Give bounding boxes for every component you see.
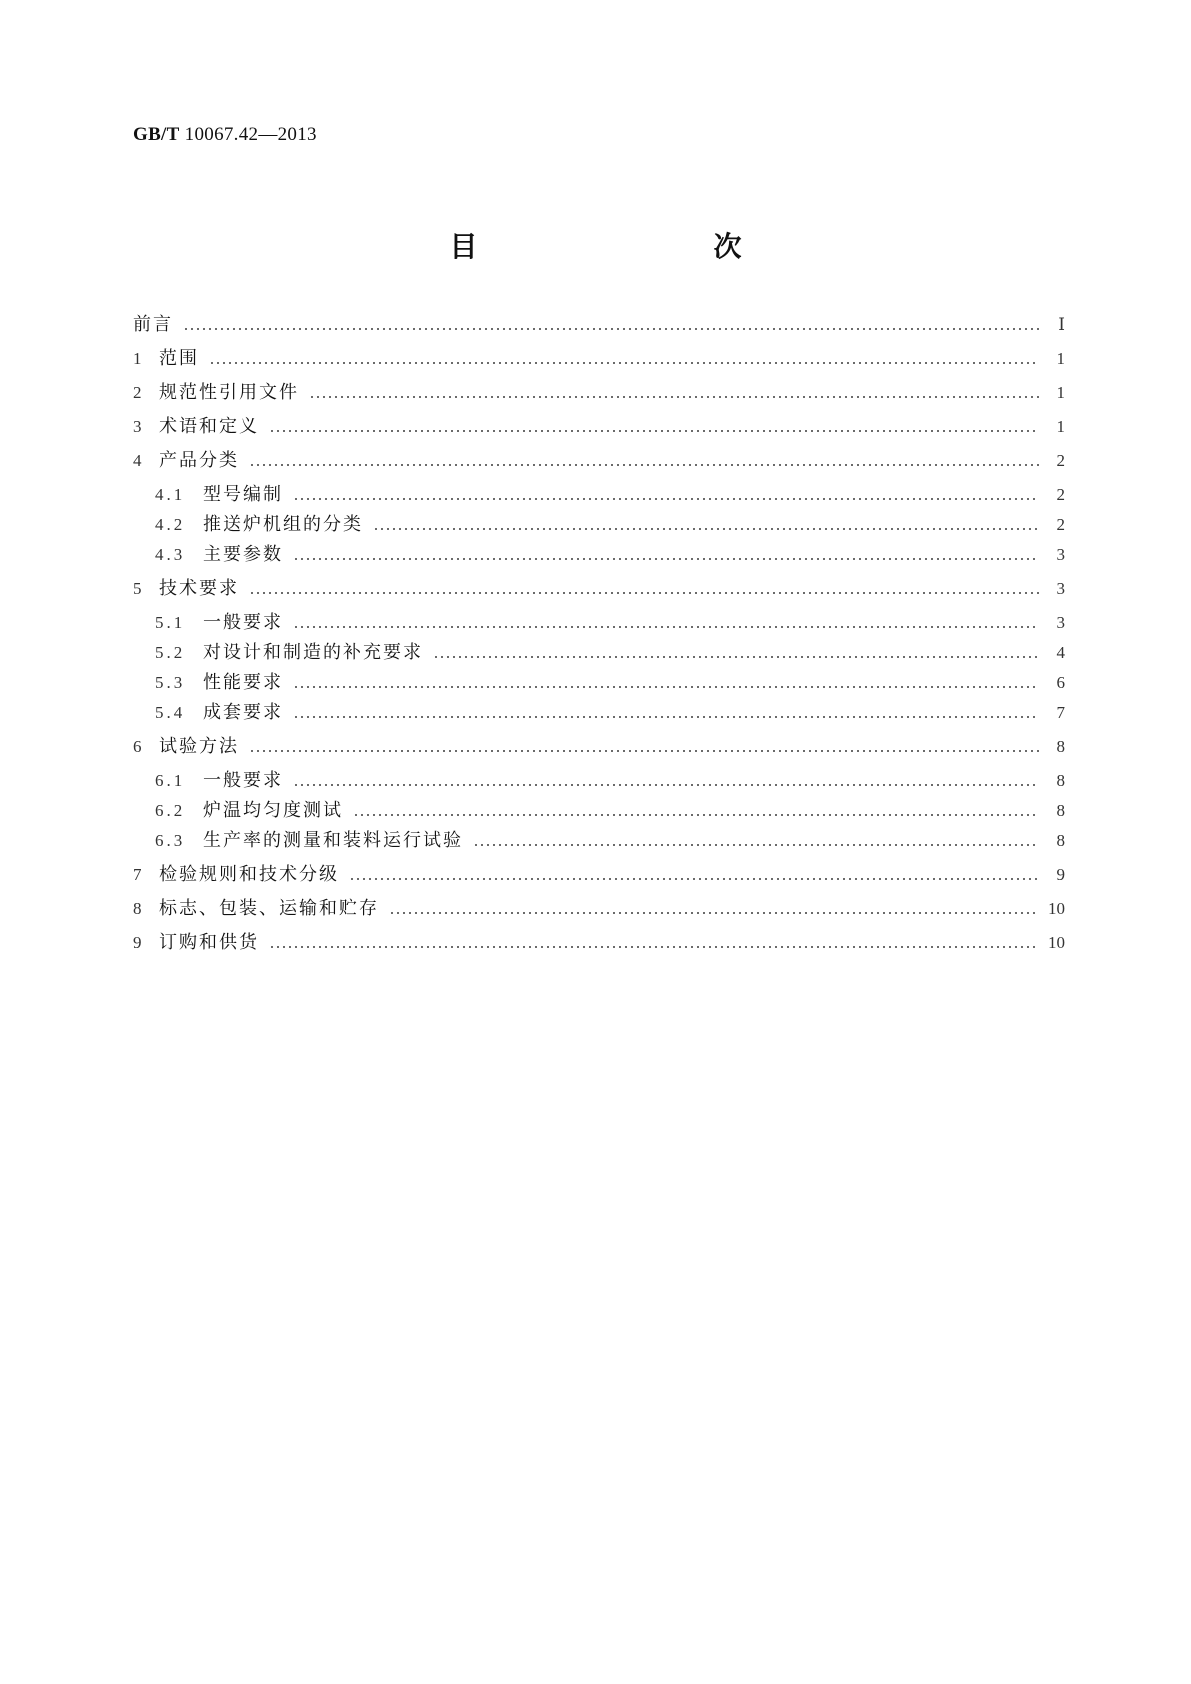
toc-entry-8[interactable] <box>133 897 1065 921</box>
toc-entry-9[interactable] <box>133 931 1065 955</box>
toc-entry-page: 6 <box>1056 673 1065 692</box>
toc-entry-title: 型号编制 <box>203 484 283 505</box>
toc-entry-number: 6.2 <box>155 801 186 820</box>
toc-entry-number: 1 <box>133 349 142 368</box>
page-header <box>133 124 317 146</box>
toc-entry-number: 2 <box>133 383 142 402</box>
toc-dot-leader <box>293 686 1039 688</box>
toc-entry-number: 8 <box>133 899 142 918</box>
toc-entry-title: 一般要求 <box>203 770 283 791</box>
toc-dot-leader <box>293 784 1039 786</box>
toc-dot-leader <box>209 362 1039 364</box>
toc-entry-page: 8 <box>1056 771 1065 790</box>
toc-entry-page: 2 <box>1056 451 1065 470</box>
toc-dot-leader <box>249 592 1039 594</box>
toc-entry-1[interactable] <box>133 347 1065 371</box>
toc-entry-number: 3 <box>133 417 142 436</box>
toc-entry-number: 6.1 <box>155 771 186 790</box>
toc-entry-page: 10 <box>1048 933 1065 952</box>
toc-entry-page: 1 <box>1056 349 1065 368</box>
toc-dot-leader <box>433 656 1039 658</box>
toc-entry-2[interactable] <box>133 381 1065 405</box>
toc-dot-leader <box>353 814 1039 816</box>
toc-entry-title: 规范性引用文件 <box>159 382 299 403</box>
standard-code: GB/T <box>133 124 180 145</box>
toc-entry-6-3[interactable] <box>155 829 1065 853</box>
toc-entry-foreword[interactable] <box>133 313 1065 337</box>
toc-entry-title: 技术要求 <box>159 578 239 599</box>
toc-entry-4-2[interactable] <box>155 513 1065 537</box>
toc-entry-5-2[interactable] <box>155 641 1065 665</box>
toc-entry-number: 5 <box>133 579 142 598</box>
toc-entry-7[interactable] <box>133 863 1065 887</box>
toc-dot-leader <box>389 912 1039 914</box>
toc-entry-number: 6 <box>133 737 142 756</box>
toc-entry-page: 1 <box>1056 383 1065 402</box>
toc-dot-leader <box>293 716 1039 718</box>
toc-entry-title: 生产率的测量和装料运行试验 <box>203 830 463 851</box>
toc-entry-4[interactable] <box>133 449 1065 473</box>
page-title: 目 次 <box>449 230 802 263</box>
toc-dot-leader <box>349 878 1039 880</box>
toc-entry-number: 6.3 <box>155 831 186 850</box>
toc-entry-6-1[interactable] <box>155 769 1065 793</box>
toc-entry-title: 前言 <box>133 314 173 335</box>
toc-entry-page: 2 <box>1056 515 1065 534</box>
standard-number: 10067.42—2013 <box>184 124 317 145</box>
toc-entry-title: 主要参数 <box>203 544 283 565</box>
toc-entry-4-3[interactable] <box>155 543 1065 567</box>
toc-dot-leader <box>249 750 1039 752</box>
toc-entry-title: 范围 <box>159 348 199 369</box>
toc-entry-page: Ⅰ <box>1058 315 1065 334</box>
toc-entry-page: 7 <box>1056 703 1065 722</box>
toc-entry-number: 5.2 <box>155 643 186 662</box>
toc-entry-title: 订购和供货 <box>159 932 259 953</box>
toc-entry-number: 4.1 <box>155 485 186 504</box>
toc-entry-5-3[interactable] <box>155 671 1065 695</box>
toc-dot-leader <box>249 464 1039 466</box>
toc-entry-5[interactable] <box>133 577 1065 601</box>
toc-entry-page: 4 <box>1056 643 1065 662</box>
toc-entry-4-1[interactable] <box>155 483 1065 507</box>
toc-entry-page: 3 <box>1056 613 1065 632</box>
toc-entry-page: 8 <box>1056 737 1065 756</box>
toc-entry-number: 5.3 <box>155 673 186 692</box>
toc-entry-page: 3 <box>1056 579 1065 598</box>
toc-entry-title: 对设计和制造的补充要求 <box>203 642 423 663</box>
toc-entry-title: 性能要求 <box>203 672 283 693</box>
toc-entry-number: 5.1 <box>155 613 186 632</box>
toc-entry-page: 10 <box>1048 899 1065 918</box>
toc-entry-number: 5.4 <box>155 703 186 722</box>
toc-dot-leader <box>309 396 1039 398</box>
toc-entry-page: 2 <box>1056 485 1065 504</box>
toc-dot-leader <box>293 498 1039 500</box>
toc-entry-title: 试验方法 <box>159 736 239 757</box>
toc-entry-title: 成套要求 <box>203 702 283 723</box>
toc-entry-number: 4.3 <box>155 545 186 564</box>
toc-entry-5-4[interactable] <box>155 701 1065 725</box>
toc-entry-title: 检验规则和技术分级 <box>159 864 339 885</box>
toc-entry-page: 8 <box>1056 801 1065 820</box>
toc-dot-leader <box>183 328 1039 330</box>
toc-entry-title: 炉温均匀度测试 <box>203 800 343 821</box>
toc-entry-number: 4 <box>133 451 142 470</box>
toc-dot-leader <box>293 626 1039 628</box>
toc-entry-6-2[interactable] <box>155 799 1065 823</box>
toc-entry-page: 1 <box>1056 417 1065 436</box>
toc-entry-title: 标志、包装、运输和贮存 <box>159 898 379 919</box>
toc-dot-leader <box>473 844 1039 846</box>
toc-entry-title: 术语和定义 <box>159 416 259 437</box>
toc-entry-title: 产品分类 <box>159 450 239 471</box>
toc-dot-leader <box>293 558 1039 560</box>
toc-entry-6[interactable] <box>133 735 1065 759</box>
toc-dot-leader <box>373 528 1039 530</box>
toc-entry-page: 9 <box>1056 865 1065 884</box>
toc-entry-3[interactable] <box>133 415 1065 439</box>
toc-entry-page: 8 <box>1056 831 1065 850</box>
toc-dot-leader <box>269 430 1039 432</box>
toc-entry-title: 推送炉机组的分类 <box>203 514 363 535</box>
toc-entry-number: 4.2 <box>155 515 186 534</box>
toc-entry-number: 7 <box>133 865 142 884</box>
toc-entry-title: 一般要求 <box>203 612 283 633</box>
toc-entry-number: 9 <box>133 933 142 952</box>
toc-entry-page: 3 <box>1056 545 1065 564</box>
toc-dot-leader <box>269 946 1039 948</box>
toc-entry-5-1[interactable] <box>155 611 1065 635</box>
